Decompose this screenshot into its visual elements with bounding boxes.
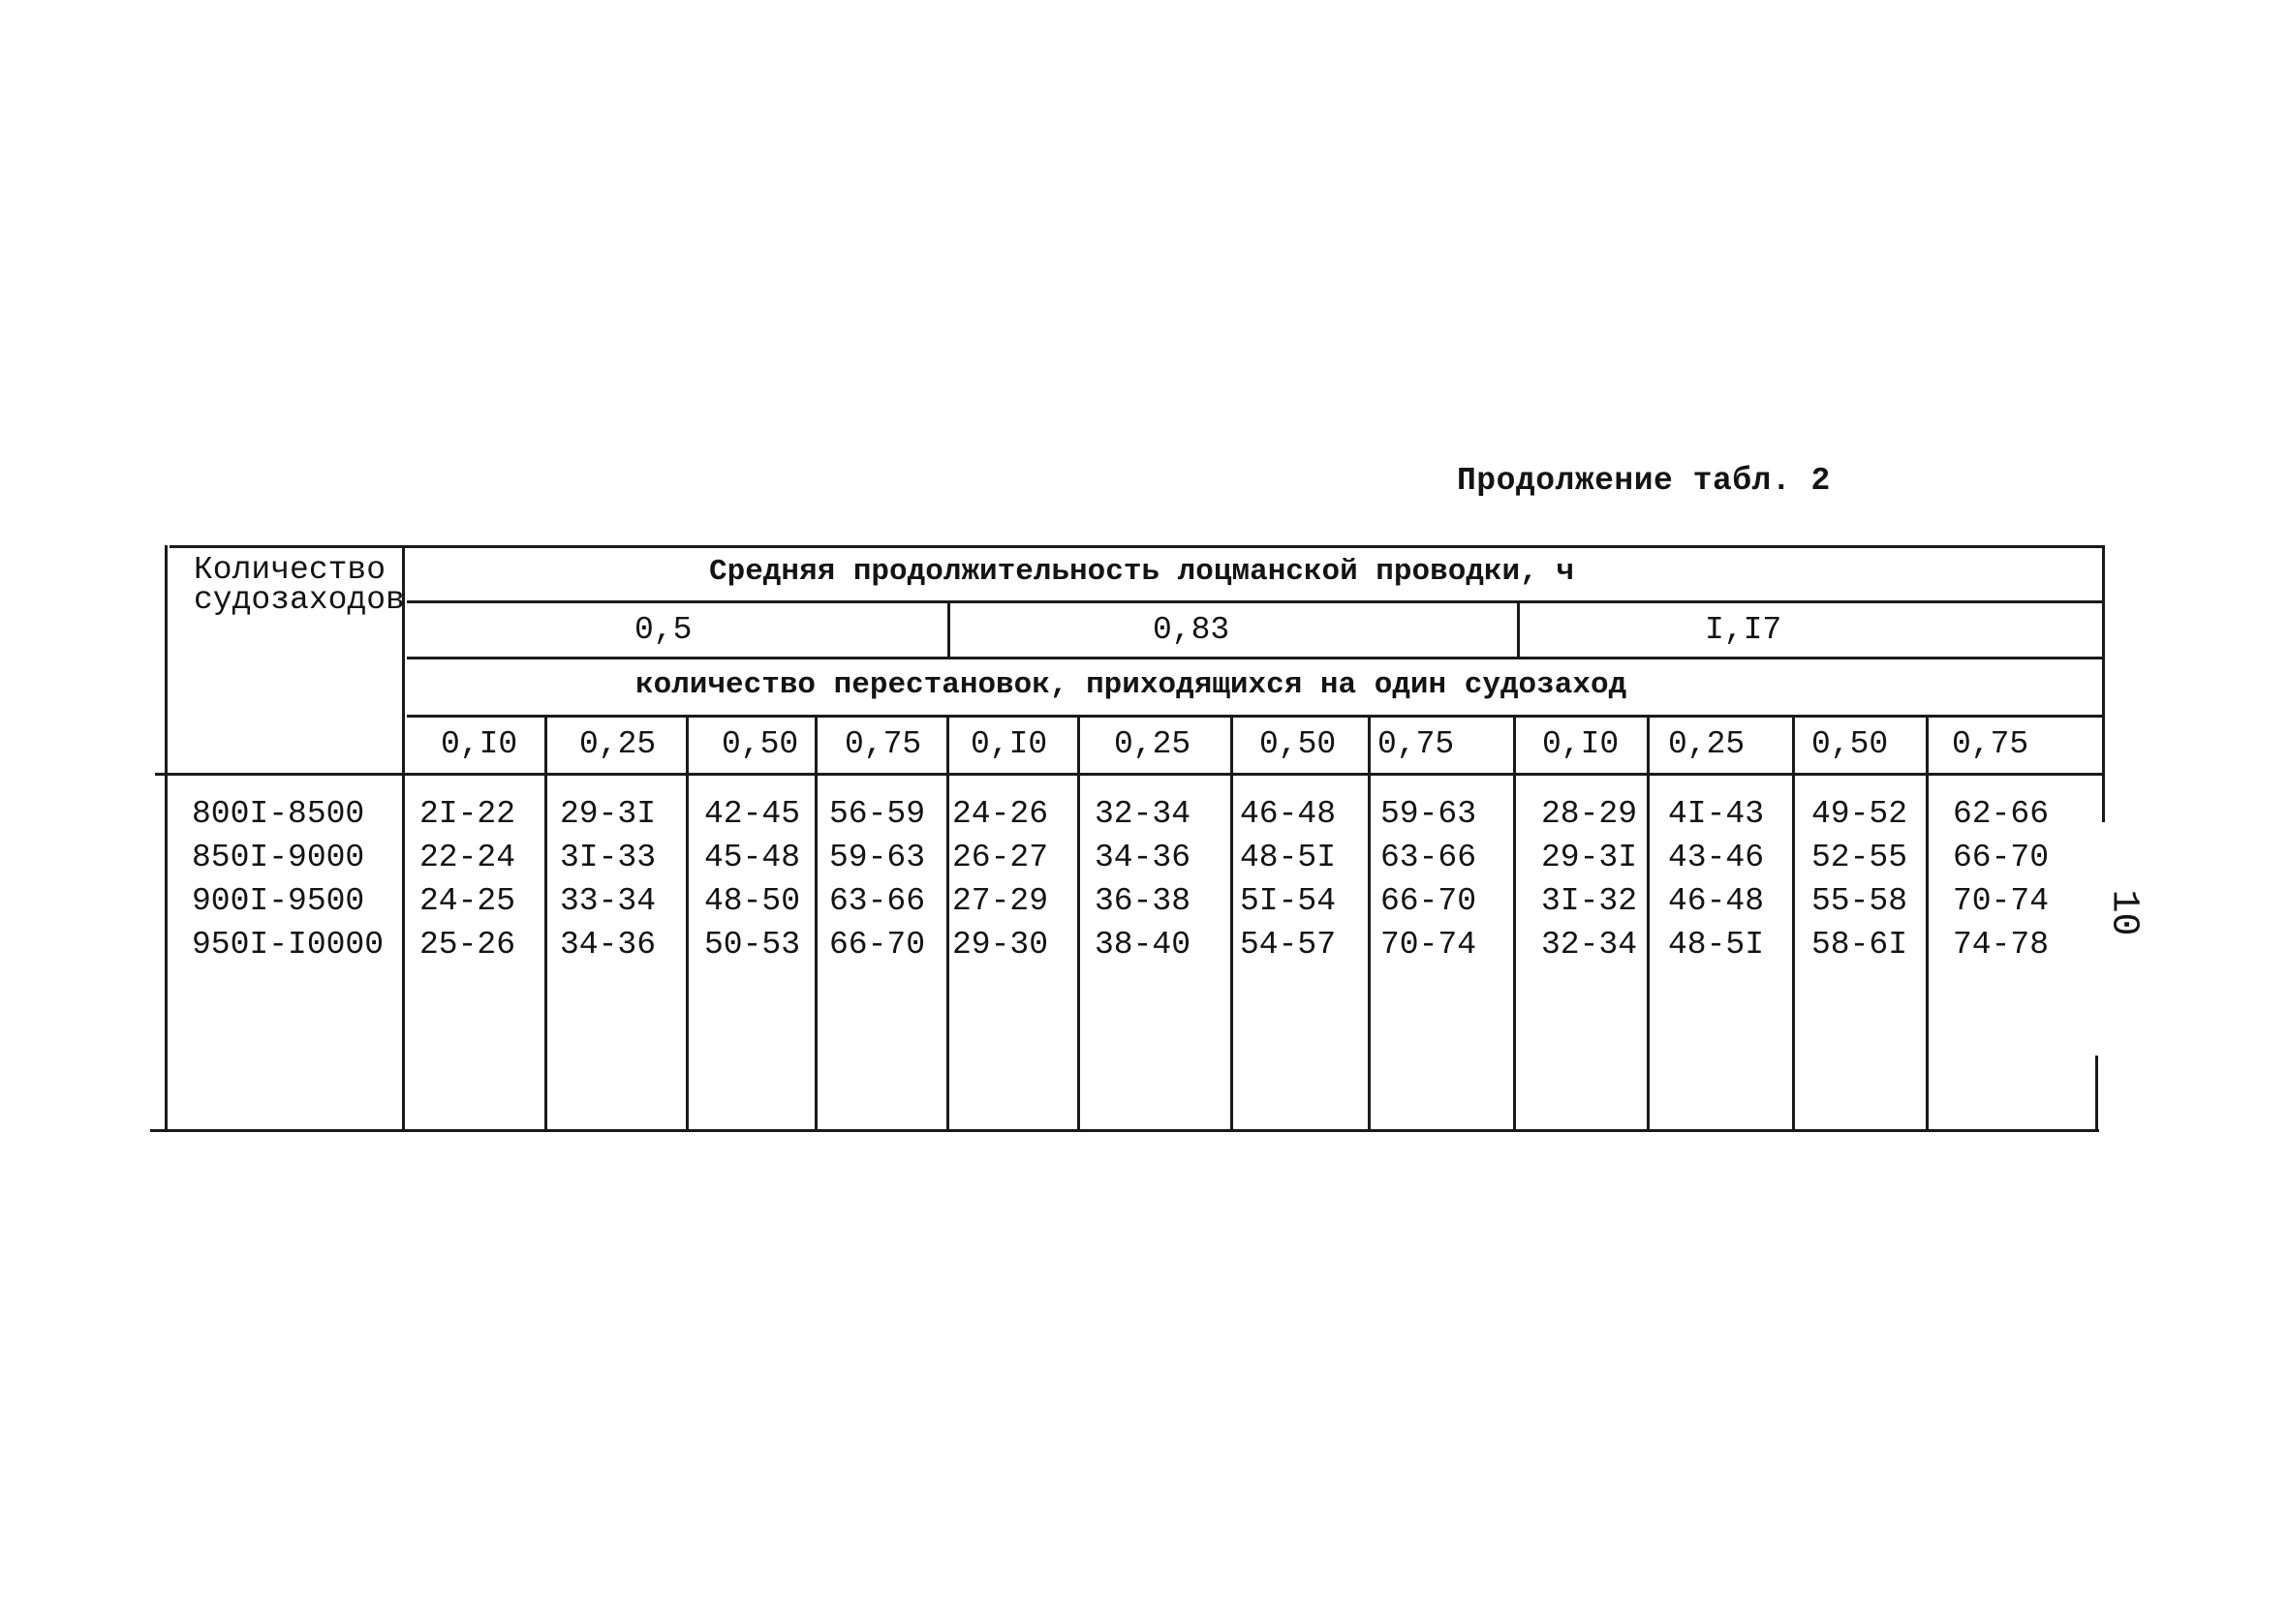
page-number: 10 bbox=[2101, 889, 2146, 936]
table-cell: 50-53 bbox=[704, 927, 801, 963]
table-cell: 33-34 bbox=[560, 883, 657, 919]
group-header: I,I7 bbox=[1705, 612, 1782, 648]
row-header-line-1: Количество bbox=[194, 552, 386, 588]
table-cell: 24-26 bbox=[952, 796, 1049, 832]
data-column bbox=[1095, 792, 1190, 966]
data-column bbox=[952, 792, 1048, 966]
sub-column-header: 0,75 bbox=[1952, 726, 2029, 762]
table-cell: 3I-32 bbox=[1541, 883, 1638, 919]
data-column bbox=[419, 792, 515, 966]
group-header: 0,83 bbox=[1153, 612, 1230, 648]
row-header-separator bbox=[402, 545, 405, 1132]
sub-column-header: 0,I0 bbox=[971, 726, 1048, 762]
data-column bbox=[1953, 792, 2049, 966]
table-cell: 45-48 bbox=[704, 840, 801, 875]
col-separator bbox=[1368, 715, 1371, 1132]
group-header: 0,5 bbox=[634, 612, 693, 648]
table-cell: 56-59 bbox=[829, 796, 926, 832]
table-cell: 28-29 bbox=[1541, 796, 1638, 832]
table-cell: 2I-22 bbox=[419, 796, 516, 832]
table-cell: 29-30 bbox=[952, 927, 1049, 963]
sub-column-header: 0,25 bbox=[1114, 726, 1191, 762]
table-cell: 74-78 bbox=[1953, 927, 2050, 963]
table-cell: 70-74 bbox=[1953, 883, 2050, 919]
data-column bbox=[704, 792, 800, 966]
table-cell: 27-29 bbox=[952, 883, 1049, 919]
data-column bbox=[1541, 792, 1637, 966]
table-cell: 48-5I bbox=[1240, 840, 1337, 875]
table-cell: 42-45 bbox=[704, 796, 801, 832]
sub-column-header: 0,I0 bbox=[441, 726, 518, 762]
col-separator bbox=[544, 715, 547, 1132]
table-cell: 48-50 bbox=[704, 883, 801, 919]
table-right-border-upper bbox=[2102, 545, 2105, 822]
table-cell: 29-3I bbox=[560, 796, 657, 832]
header-bottom-border bbox=[155, 773, 2104, 776]
row-label: 800I-8500 bbox=[192, 796, 365, 832]
table-cell: 3I-33 bbox=[560, 840, 657, 875]
table-cell: 46-48 bbox=[1668, 883, 1765, 919]
table-cell: 25-26 bbox=[419, 927, 516, 963]
table-cell: 54-57 bbox=[1240, 927, 1337, 963]
table-cell: 22-24 bbox=[419, 840, 516, 875]
table-cell: 66-70 bbox=[829, 927, 926, 963]
col-separator bbox=[1926, 715, 1929, 1132]
col-separator bbox=[946, 715, 949, 1132]
data-column bbox=[1240, 792, 1336, 966]
header-divider-2 bbox=[407, 657, 2104, 659]
table-cell: 34-36 bbox=[1095, 840, 1191, 875]
row-label: 850I-9000 bbox=[192, 840, 365, 875]
sub-column-header: 0,25 bbox=[579, 726, 657, 762]
data-column bbox=[560, 792, 656, 966]
table-cell: 46-48 bbox=[1240, 796, 1337, 832]
table-cell: 34-36 bbox=[560, 927, 657, 963]
table-cell: 49-52 bbox=[1811, 796, 1908, 832]
sub-column-header: 0,50 bbox=[1811, 726, 1889, 762]
col-separator bbox=[686, 715, 689, 1132]
table-cell: 52-55 bbox=[1811, 840, 1908, 875]
table-cell: 70-74 bbox=[1380, 927, 1477, 963]
row-labels-column bbox=[192, 792, 384, 966]
table-cell: 43-46 bbox=[1668, 840, 1765, 875]
sub-column-header: 0,I0 bbox=[1542, 726, 1620, 762]
data-column bbox=[829, 792, 925, 966]
sub-column-header: 0,75 bbox=[1377, 726, 1455, 762]
row-label: 950I-I0000 bbox=[192, 927, 385, 963]
table-right-border-lower bbox=[2095, 1056, 2098, 1132]
table-left-border bbox=[165, 545, 168, 1132]
table-cell: 38-40 bbox=[1095, 927, 1191, 963]
row-header-line-2: судозаходов bbox=[194, 582, 405, 618]
table-cell: 48-5I bbox=[1668, 927, 1765, 963]
table-cell: 58-6I bbox=[1811, 927, 1908, 963]
row-label: 900I-9500 bbox=[192, 883, 365, 919]
table-cell: 63-66 bbox=[829, 883, 926, 919]
col-separator bbox=[1513, 715, 1516, 1132]
header-divider-1 bbox=[407, 600, 2104, 603]
table-cell: 59-63 bbox=[1380, 796, 1477, 832]
col-separator bbox=[1077, 715, 1080, 1132]
data-column bbox=[1380, 792, 1476, 966]
table-cell: 29-3I bbox=[1541, 840, 1638, 875]
table-cell: 62-66 bbox=[1953, 796, 2050, 832]
table-top-border bbox=[170, 545, 2104, 548]
data-column bbox=[1811, 792, 1907, 966]
table-cell: 66-70 bbox=[1953, 840, 2050, 875]
group-separator-2 bbox=[1517, 600, 1520, 657]
table-cell: 4I-43 bbox=[1668, 796, 1765, 832]
table-bottom-border bbox=[150, 1129, 2099, 1132]
table-cell: 26-27 bbox=[952, 840, 1049, 875]
col-separator bbox=[1647, 715, 1650, 1132]
main-header: Средняя продолжительность лоцманской проводки, ч bbox=[709, 555, 1574, 589]
col-separator bbox=[1230, 715, 1233, 1132]
table-cell: 32-34 bbox=[1095, 796, 1191, 832]
table-cell: 32-34 bbox=[1541, 927, 1638, 963]
table-cell: 63-66 bbox=[1380, 840, 1477, 875]
table-cell: 24-25 bbox=[419, 883, 516, 919]
table-cell: 66-70 bbox=[1380, 883, 1477, 919]
table-caption: Продолжение табл. 2 bbox=[1457, 463, 1831, 499]
sub-column-header: 0,50 bbox=[722, 726, 799, 762]
col-separator bbox=[815, 715, 818, 1132]
sub-column-header: 0,25 bbox=[1668, 726, 1746, 762]
table-cell: 55-58 bbox=[1811, 883, 1908, 919]
table-cell: 59-63 bbox=[829, 840, 926, 875]
data-column bbox=[1668, 792, 1764, 966]
table-cell: 5I-54 bbox=[1240, 883, 1337, 919]
header-divider-3 bbox=[407, 715, 2104, 718]
table-cell: 36-38 bbox=[1095, 883, 1191, 919]
col-separator bbox=[1792, 715, 1795, 1132]
sub-column-header: 0,50 bbox=[1259, 726, 1337, 762]
group-separator-1 bbox=[947, 600, 950, 657]
sub-column-header: 0,75 bbox=[845, 726, 922, 762]
sub-header: количество перестановок, приходящихся на один судозаход bbox=[635, 668, 1627, 702]
